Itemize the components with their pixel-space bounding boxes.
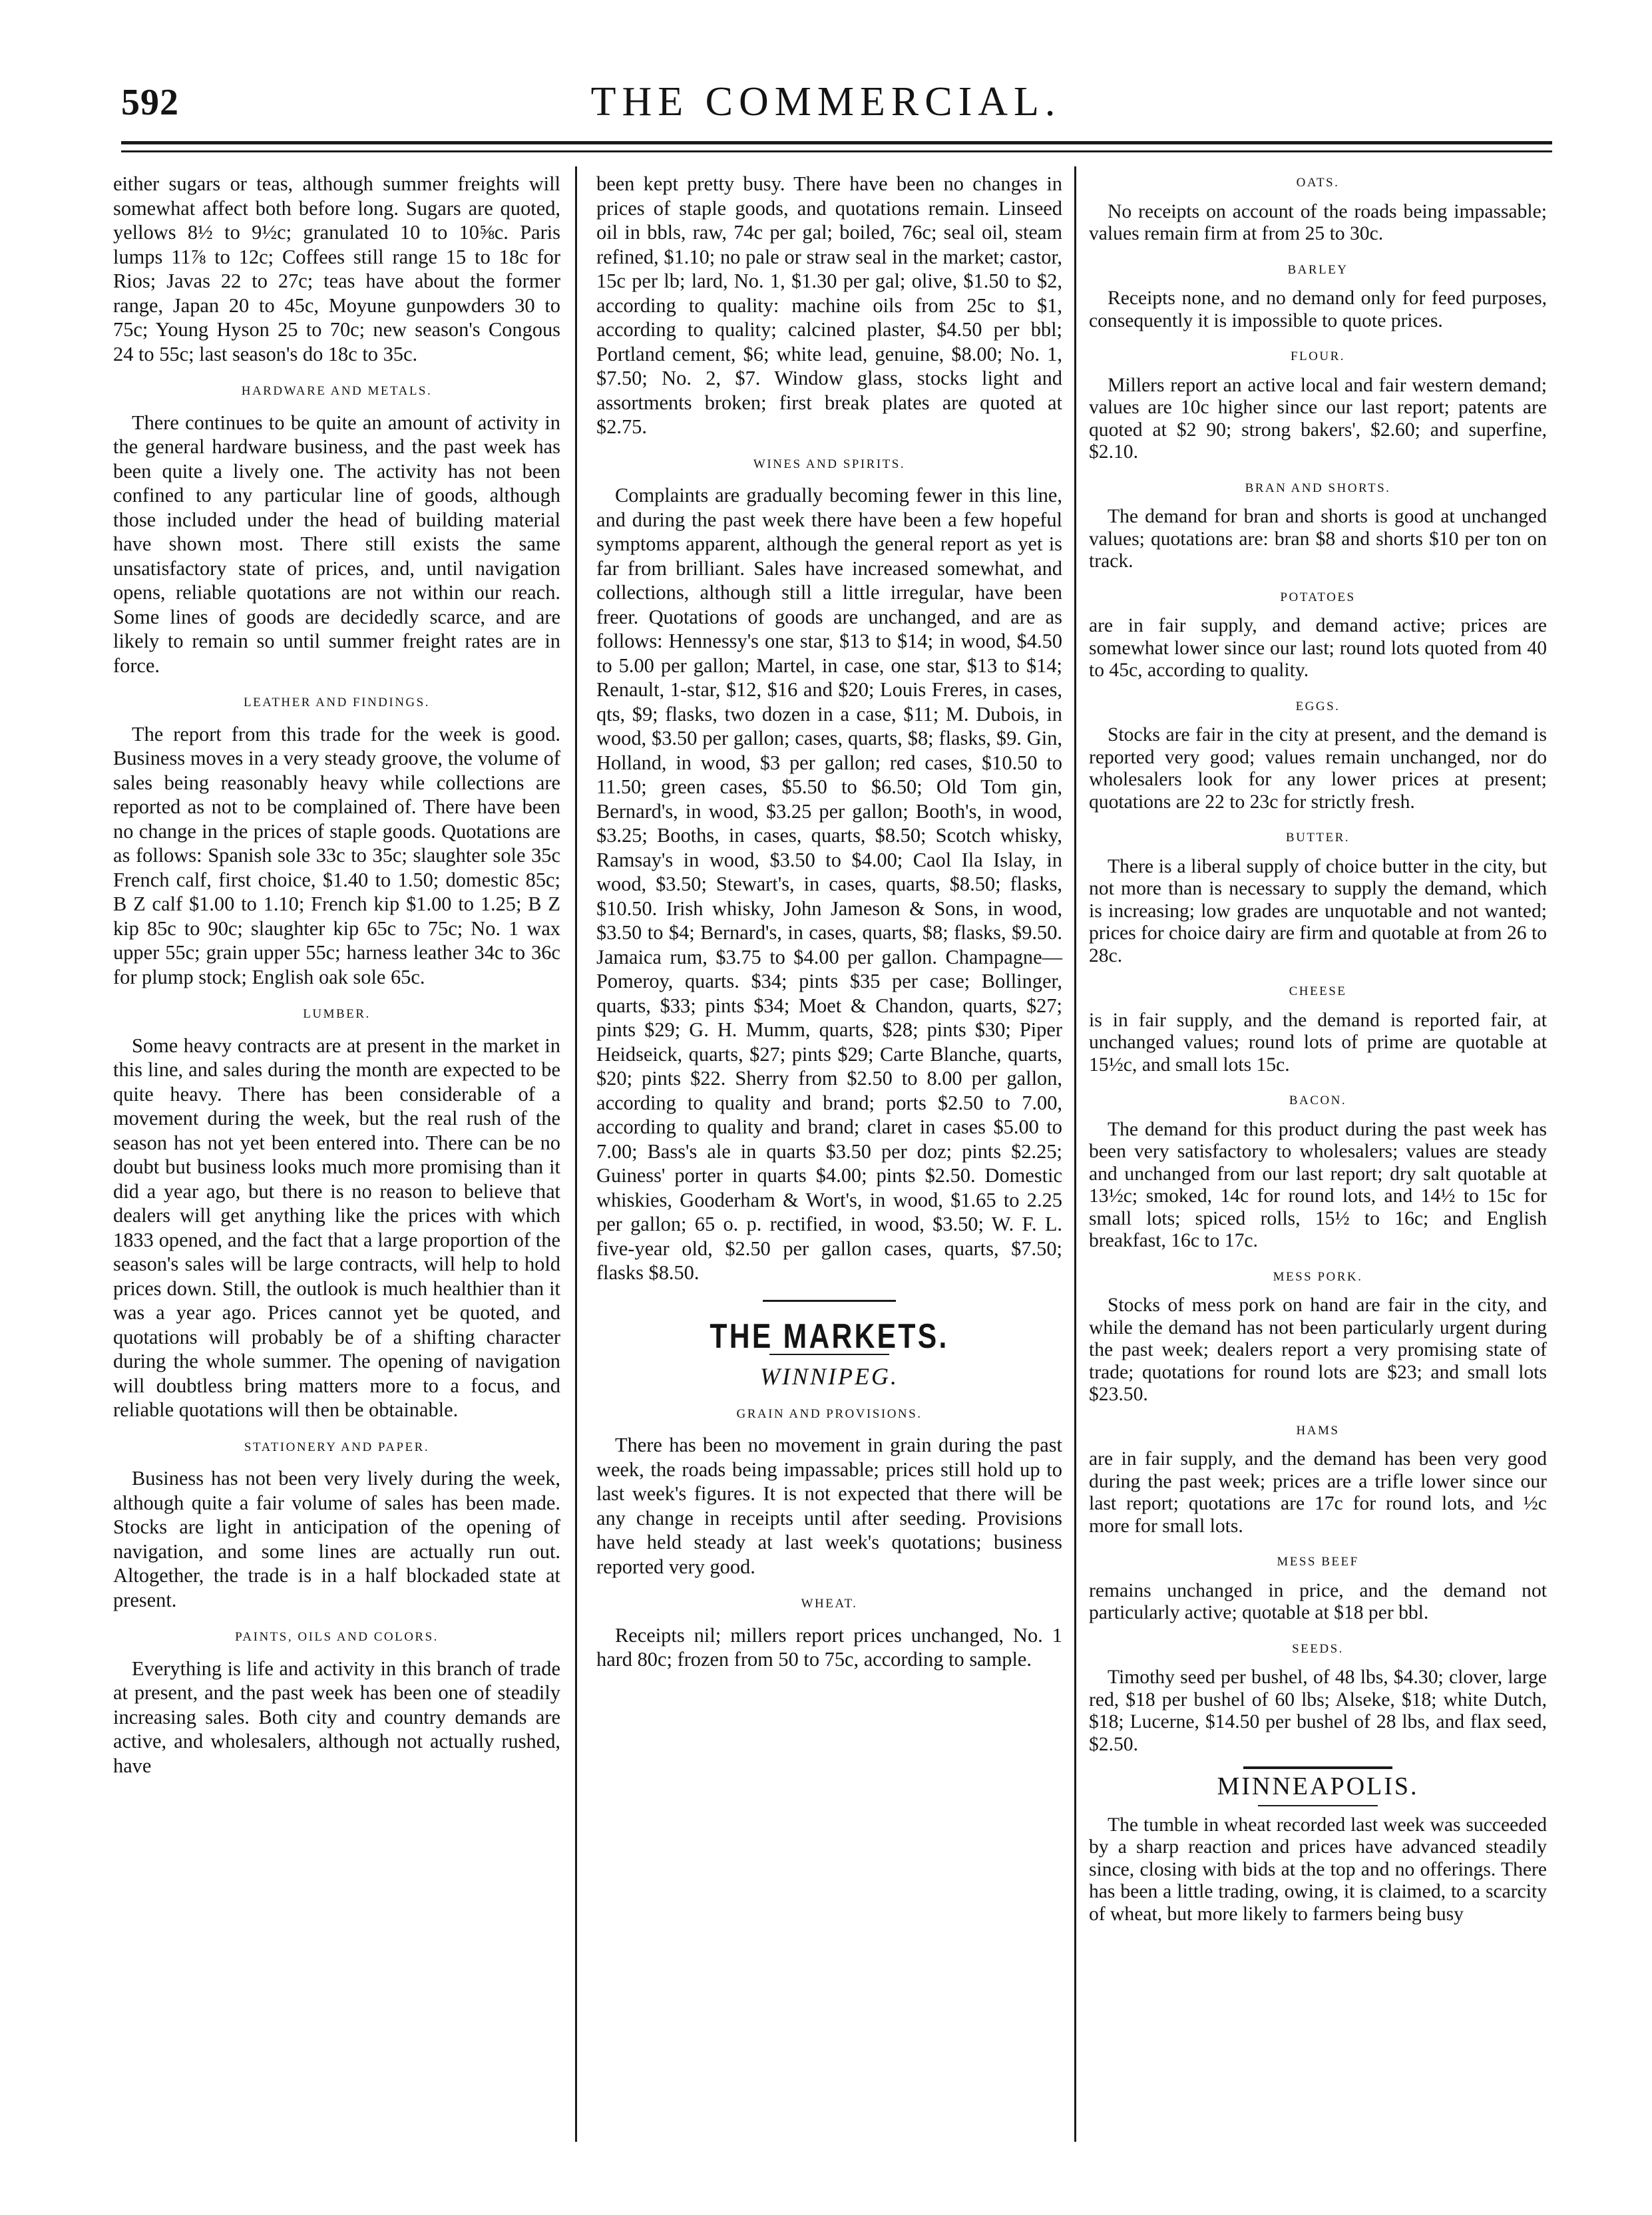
paragraph: Business has not been very lively during the week, although quite a fair volume of sales has been made. Stocks are light in anticipation of the opening of navigation, and some lines are actually run out. Altogether, the trade is in a half blockaded state at present. [113, 1467, 560, 1611]
section-heading: WINES AND SPIRITS. [753, 457, 906, 471]
paragraph: No receipts on account of the roads being impassable; values remain firm at from 25 to 30c. [1089, 200, 1547, 244]
paragraph: Stocks are fair in the city at present, and the demand is reported very good; values remain unchanged, nor do wholesalers look for any lower prices at present; quotations are 22 to 23c for strictly fresh. [1089, 724, 1547, 813]
paragraph: Stocks of mess pork on hand are fair in the city, and while the demand has not been particularly urgent during the past week; dealers report a very promising state of trade; quotations for round lots are $23; and small lots $23.50. [1089, 1295, 1547, 1405]
paragraph: Receipts nil; millers report prices unchanged, No. 1 hard 80c; frozen from 50 to 75c, according to sample. [596, 1623, 1062, 1671]
paragraph: are in fair supply, and the demand has been very good during the past week; prices are a trifle lower since our last report; quotations are 17c for round lots, and ½c more for small lots. [1089, 1448, 1547, 1537]
paragraph: There is a liberal supply of choice butter in the city, but not more than is necessary to supply the demand, which is increasing; low grades are unquotable and not wanted; prices for choice dairy are firm and quotable at from 26 to 28c. [1089, 855, 1547, 966]
section-heading: STATIONERY AND PAPER. [244, 1440, 430, 1454]
column-divider-2 [1074, 166, 1076, 2142]
section-heading: WHEAT. [801, 1597, 858, 1611]
paragraph: is in fair supply, and the demand is reported fair, at unchanged values; round lots of prime are quotable at 15½c, and small lots 15c. [1089, 1009, 1547, 1076]
paragraph: There has been no movement in grain during the past week, the roads being impassable; prices still hold up to last week's figures. It is not expected that there will be any change in receipts until after seeding. Provisions have held steady at last week's quotations; business reported very good. [596, 1434, 1062, 1578]
masthead-rule-top [121, 141, 1552, 144]
paragraph: Receipts none, and no demand only for feed purposes, consequently it is impossible to quote prices. [1089, 288, 1547, 331]
column-divider-1 [575, 166, 577, 2142]
section-heading: LEATHER AND FINDINGS. [244, 696, 430, 709]
section-rule [1243, 1766, 1392, 1769]
paragraph: remains unchanged in price, and the demand not particularly active; quotable at $18 per bbl. [1089, 1579, 1547, 1623]
city-heading: MINNEAPOLIS. [1217, 1772, 1419, 1800]
paragraph: The report from this trade for the week is good. Business moves in a very steady groove, the volume of sales being reasonably heavy while collections are reported as not to be complained of. There have been no change in the prices of staple goods. Quotations are as follows: Spanish sole 33c to 35c; slaughter sole 35c French calf, first choice, $1.40 to 1.50; domestic 85c; B Z calf $1.00 to 1.10; French kip $1.00 to 1.25; B Z kip 85c to 90c; slaughter kip 65c to 75c; No. 1 wax upper 55c; grain upper 55c; harness leather 34c to 36c for plump stock; English oak sole 65c. [113, 722, 560, 988]
paragraph: either sugars or teas, although summer freights will somewhat affect both before long. Sugars are quoted, yellows 8½ to 9½c; granulated 10 to 10⅝c. Paris lumps 11⅞ to 12c; Coffees still range 15 to 18c for Rios; Javas 22 to 27c; teas have about the former range, Japan 20 to 45c, Moyune gunpowders 30 to 75c; Young Hyson 25 to 70c; new season's Congous 24 to 55c; last season's do 18c to 35c. [113, 172, 560, 365]
section-rule [1258, 1805, 1378, 1806]
paragraph: There continues to be quite an amount of activity in the general hardware business, and the past week has been quite a lively one. The activity has not been confined to any particular line of goods, although those included under the head of building material have shown most. There still exists the same unsatisfactory state of prices, and, until navigation opens, reliable quotations are not within our reach. Some lines of goods are decidedly scarce, and are likely to remain so until summer freight rates are in force. [113, 411, 560, 677]
paragraph: Everything is life and activity in this branch of trade at present, and the past week has been one of steadily increasing sales. Both city and country demands are active, and wholesalers, although not actually rushed, have [113, 1657, 560, 1777]
section-heading: BARLEY [1287, 262, 1348, 277]
section-heading: OATS. [1296, 176, 1340, 190]
masthead-rule-bottom [121, 150, 1552, 152]
masthead-title: THE COMMERCIAL. [590, 79, 1062, 124]
city-heading: WINNIPEG. [760, 1363, 899, 1390]
paragraph: Some heavy contracts are at present in the market in this line, and sales during the month are expected to be quite heavy. There has been considerable of a movement during the week, but the real rush of the season has not yet been entered into. There can be no doubt but business looks much more promising than it did a year ago, but there is no reason to believe that dealers will get anything like the prices with which 1833 opened, and the fact that a large proportion of the season's sales will be large contracts, will help to hold prices down. Still, the outlook is much healthier than it was a year ago. Prices cannot yet be quoted, and quotations will probably be of a shifting character during the whole summer. The opening of navigation will doubtless bring matters more to a focus, and reliable quotations will then be obtainable. [113, 1034, 560, 1421]
paragraph: Millers report an active local and fair western demand; values are 10c higher since our last report; patents are quoted at $2 90; strong bakers', $2.60; and superfine, $2.10. [1089, 374, 1547, 463]
section-heading: GRAIN AND PROVISIONS. [736, 1406, 923, 1421]
section-heading: PAINTS, OILS AND COLORS. [235, 1630, 439, 1644]
column-3 [1089, 172, 1547, 1925]
section-heading: SEEDS. [1292, 1641, 1344, 1656]
section-heading: BACON. [1289, 1094, 1347, 1108]
paragraph: The demand for this product during the past week has been very satisfactory to wholesalers; values are steady and unchanged from our last report; dry salt quotable at 13½c; smoked, 14c for round lots, and 14½ to 15c for small lots; spiced rolls, 15½ to 16c; and English breakfast, 16c to 17c. [1089, 1118, 1547, 1251]
section-heading: CHEESE [1289, 984, 1347, 998]
paragraph: Timothy seed per bushel, of 48 lbs, $4.30; clover, large red, $18 per bushel of 60 lbs; Alseke, $18; white Dutch, $18; Lucerne, $14.50 per bushel of 28 lbs, and flax seed, $2.50. [1089, 1667, 1547, 1755]
section-heading: BUTTER. [1285, 831, 1350, 845]
paragraph: The demand for bran and shorts is good at unchanged values; quotations are: bran $8 and shorts $10 per ton on track. [1089, 506, 1547, 572]
section-heading: BRAN AND SHORTS. [1245, 481, 1391, 495]
column-1 [113, 172, 560, 1778]
paragraph: are in fair supply, and demand active; prices are somewhat lower since our last; round lots quoted from 40 to 45c, according to quality. [1089, 615, 1547, 681]
paragraph: been kept pretty busy. There have been no changes in prices of staple goods, and quotations remain. Linseed oil in bbls, raw, 74c per gal; boiled, 76c; seal oil, steam refined, $1.10; no pale or straw seal in the market; castor, 15c per lb; lard, No. 1, $1.30 per gal; olive, $1.50 to $2, according to quality: machine oils from 25c to $1, according to quality; calcined plaster, $4.50 per bbl; Portland cement, $6; white lead, genuine, $8.00; No. 1, $7.50; No. 2, $7. Window glass, stocks light and assortments broken; first break plates are quoted at $2.75. [596, 172, 1062, 438]
section-heading: MESS PORK. [1273, 1269, 1363, 1284]
column-2 [596, 172, 1062, 1672]
paragraph: Complaints are gradually becoming fewer in this line, and during the past week there have been a few hopeful symptoms apparent, although the general report as yet is far from brilliant. Sales have increased somewhat, and collections, although still a little irregular, have been freer. Quotations of goods are unchanged, and are as follows: Hennessy's one star, $13 to $14; in wood, $4.50 to 5.00 per gallon; Martel, in case, one star, $13 to $14; Renault, 1-star, $12, $16 and $20; Louis Freres, in cases, qts, $9; flasks, two dozen in a case, $11; M. Dubois, in wood, $3.50 per gallon; cases, quarts, $8; flasks, $9. Gin, Holland, in wood, $3 per gallon; red cases, $10.50 to 11.50; green cases, $5.50 to $6.50; Old Tom gin, Bernard's, in wood, $3.25 per gallon; Booth's, in wood, $3.25; Booths, in cases, quarts, $8.50; Scotch whisky, Ramsay's in wood, $3.50 to $4.00; Caol Ila Islay, in wood, $3.50; Stewart's, in cases, quarts, $8.50; flasks, $10.50. Irish whisky, John Jameson & Sons, in wood, $3.50 to $4; Bernard's, in cases, quarts, $8; flasks, $9.50. Jamaica rum, $3.75 to $4.00 per gallon. Champagne—Pomeroy, quarts. $34; pints $35 per case; Bollinger, quarts, $33; pints $34; Moet & Chandon, quarts, $27; pints $29; G. H. Mumm, quarts, $28; pints $30; Piper Heidseick, quarts, $27; pints $29; Carte Blanche, quarts, $20; pints $22. Sherry from $2.50 to 8.00 per gallon, according to quality and brand; ports $2.50 to 7.00, according to quality and brand; claret in cases $5.00 to 7.00; Bass's ale in quarts $3.50 per doz; pints $2.25; Guiness' porter in quarts $4.00; pints $2.50. Domestic whiskies, Gooderham & Wort's, in wood, $1.65 to 2.25 per gallon; 65 o. p. rectified, in wood, $3.50; W. F. L. five-year old, $2.50 per gallon cases, quarts, $7.50; flasks $8.50. [596, 484, 1062, 1284]
section-heading: HAMS [1296, 1423, 1340, 1438]
markets-heading: THE MARKETS. [710, 1316, 949, 1356]
paragraph: The tumble in wheat recorded last week was succeeded by a sharp reaction and prices have advanced steadily since, closing with bids at the top and no offerings. There has been a little trading, owing, it is claimed, to a scarcity of wheat, but more likely to farmers being busy [1089, 1814, 1547, 1925]
section-heading: EGGS. [1295, 699, 1341, 713]
section-heading: POTATOES [1280, 590, 1356, 604]
section-heading: LUMBER. [303, 1007, 371, 1021]
section-heading: HARDWARE AND METALS. [241, 384, 433, 398]
section-rule [763, 1300, 896, 1302]
section-heading: MESS BEEF [1277, 1555, 1359, 1569]
page-number: 592 [121, 82, 179, 123]
section-heading: FLOUR. [1290, 349, 1346, 363]
